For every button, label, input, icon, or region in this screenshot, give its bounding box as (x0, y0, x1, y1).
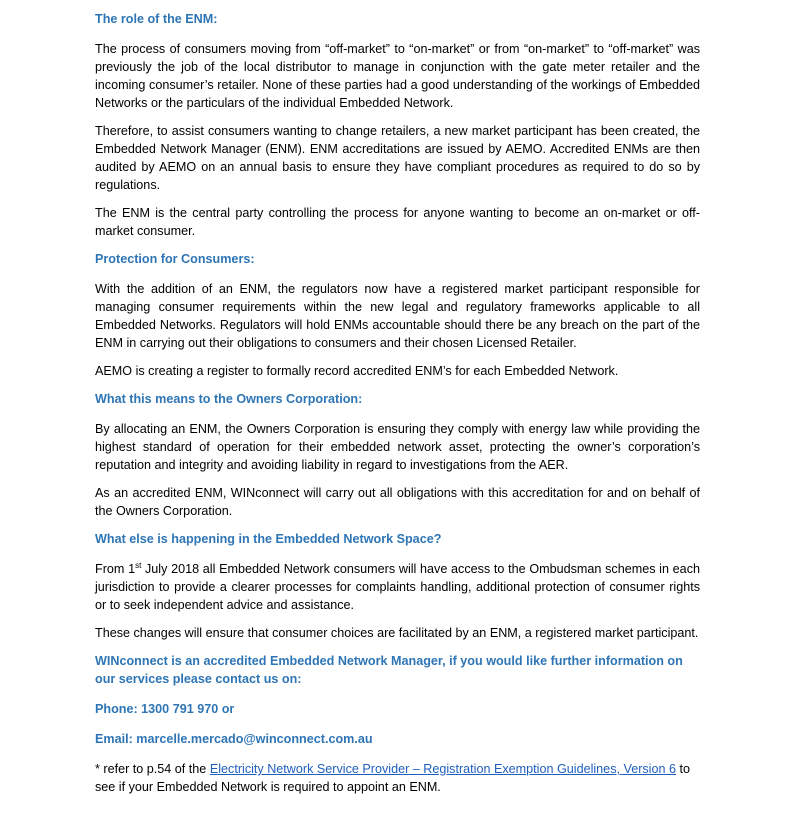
paragraph-else-1-rest: July 2018 all Embedded Network consumers will have access to the Ombudsman schemes in each jurisdiction to provide a clearer processes for complaints handling, additional protection of consumer rights or to seek independent advice and assistance. (95, 562, 700, 612)
contact-phone: Phone: 1300 791 970 or (95, 702, 235, 716)
contact-intro: WINconnect is an accredited Embedded Network Manager, if you would like further information on our services please contact us on: (95, 654, 683, 686)
document-body (95, 10, 700, 796)
section-heading-protection: Protection for Consumers: (95, 252, 255, 266)
section-heading-role: The role of the ENM: (95, 12, 218, 26)
guidelines-link[interactable]: Electricity Network Service Provider – Registration Exemption Guidelines, Version 6 (209, 762, 676, 776)
paragraph-role-3: The ENM is the central party controlling the process for anyone wanting to become an on-market or off-market consumer. (95, 206, 700, 238)
contact-email: Email: marcelle.mercado@winconnect.com.au (95, 732, 373, 746)
footnote-prefix: * refer to p.54 of the (95, 762, 210, 776)
section-heading-else: What else is happening in the Embedded Network Space? (95, 532, 442, 546)
paragraph-else-2: These changes will ensure that consumer choices are facilitated by an ENM, a registered market participant. (95, 626, 699, 640)
paragraph-else-1-prefix: From 1 (95, 562, 136, 576)
footnote-suffix: to see if your Embedded Network is required to appoint an ENM. (95, 762, 691, 794)
paragraph-protection-2: AEMO is creating a register to formally record accredited ENM’s for each Embedded Network. (95, 364, 619, 378)
paragraph-else-1 (95, 560, 700, 614)
paragraph-owners-1: By allocating an ENM, the Owners Corporation is ensuring they comply with energy law while providing the highest standard of operation for their embedded network asset, protecting the owner’s corporation’s reputation and integrity and avoiding liability in regard to investigations from the AER. (95, 422, 700, 472)
paragraph-owners-2: As an accredited ENM, WINconnect will carry out all obligations with this accreditation for and on behalf of the Owners Corporation. (95, 486, 700, 518)
paragraph-role-1: The process of consumers moving from “off-market” to “on-market” or from “on-market” to “off-market” was previously the job of the local distributor to manage in conjunction with the gate meter retailer and the incoming consumer’s retailer. None of these parties had a good understanding of the workings of Embedded Networks or the particulars of the individual Embedded Network. (95, 42, 700, 110)
footnote (95, 760, 700, 796)
section-heading-owners: What this means to the Owners Corporation: (95, 392, 363, 406)
paragraph-protection-1: With the addition of an ENM, the regulators now have a registered market participant responsible for managing consumer requirements within the new legal and regulatory frameworks applicable to all Embedded Networks. Regulators will hold ENMs accountable should there be any breach on the part of the ENM in carrying out their obligations to consumers and their chosen Licensed Retailer. (95, 282, 700, 350)
paragraph-role-2: Therefore, to assist consumers wanting to change retailers, a new market participant has been created, the Embedded Network Manager (ENM). ENM accreditations are issued by AEMO. Accredited ENMs are then audited by AEMO on an annual basis to ensure they have compliant procedures as required to do so by regulations. (95, 124, 700, 192)
ordinal-superscript: st (135, 560, 142, 570)
